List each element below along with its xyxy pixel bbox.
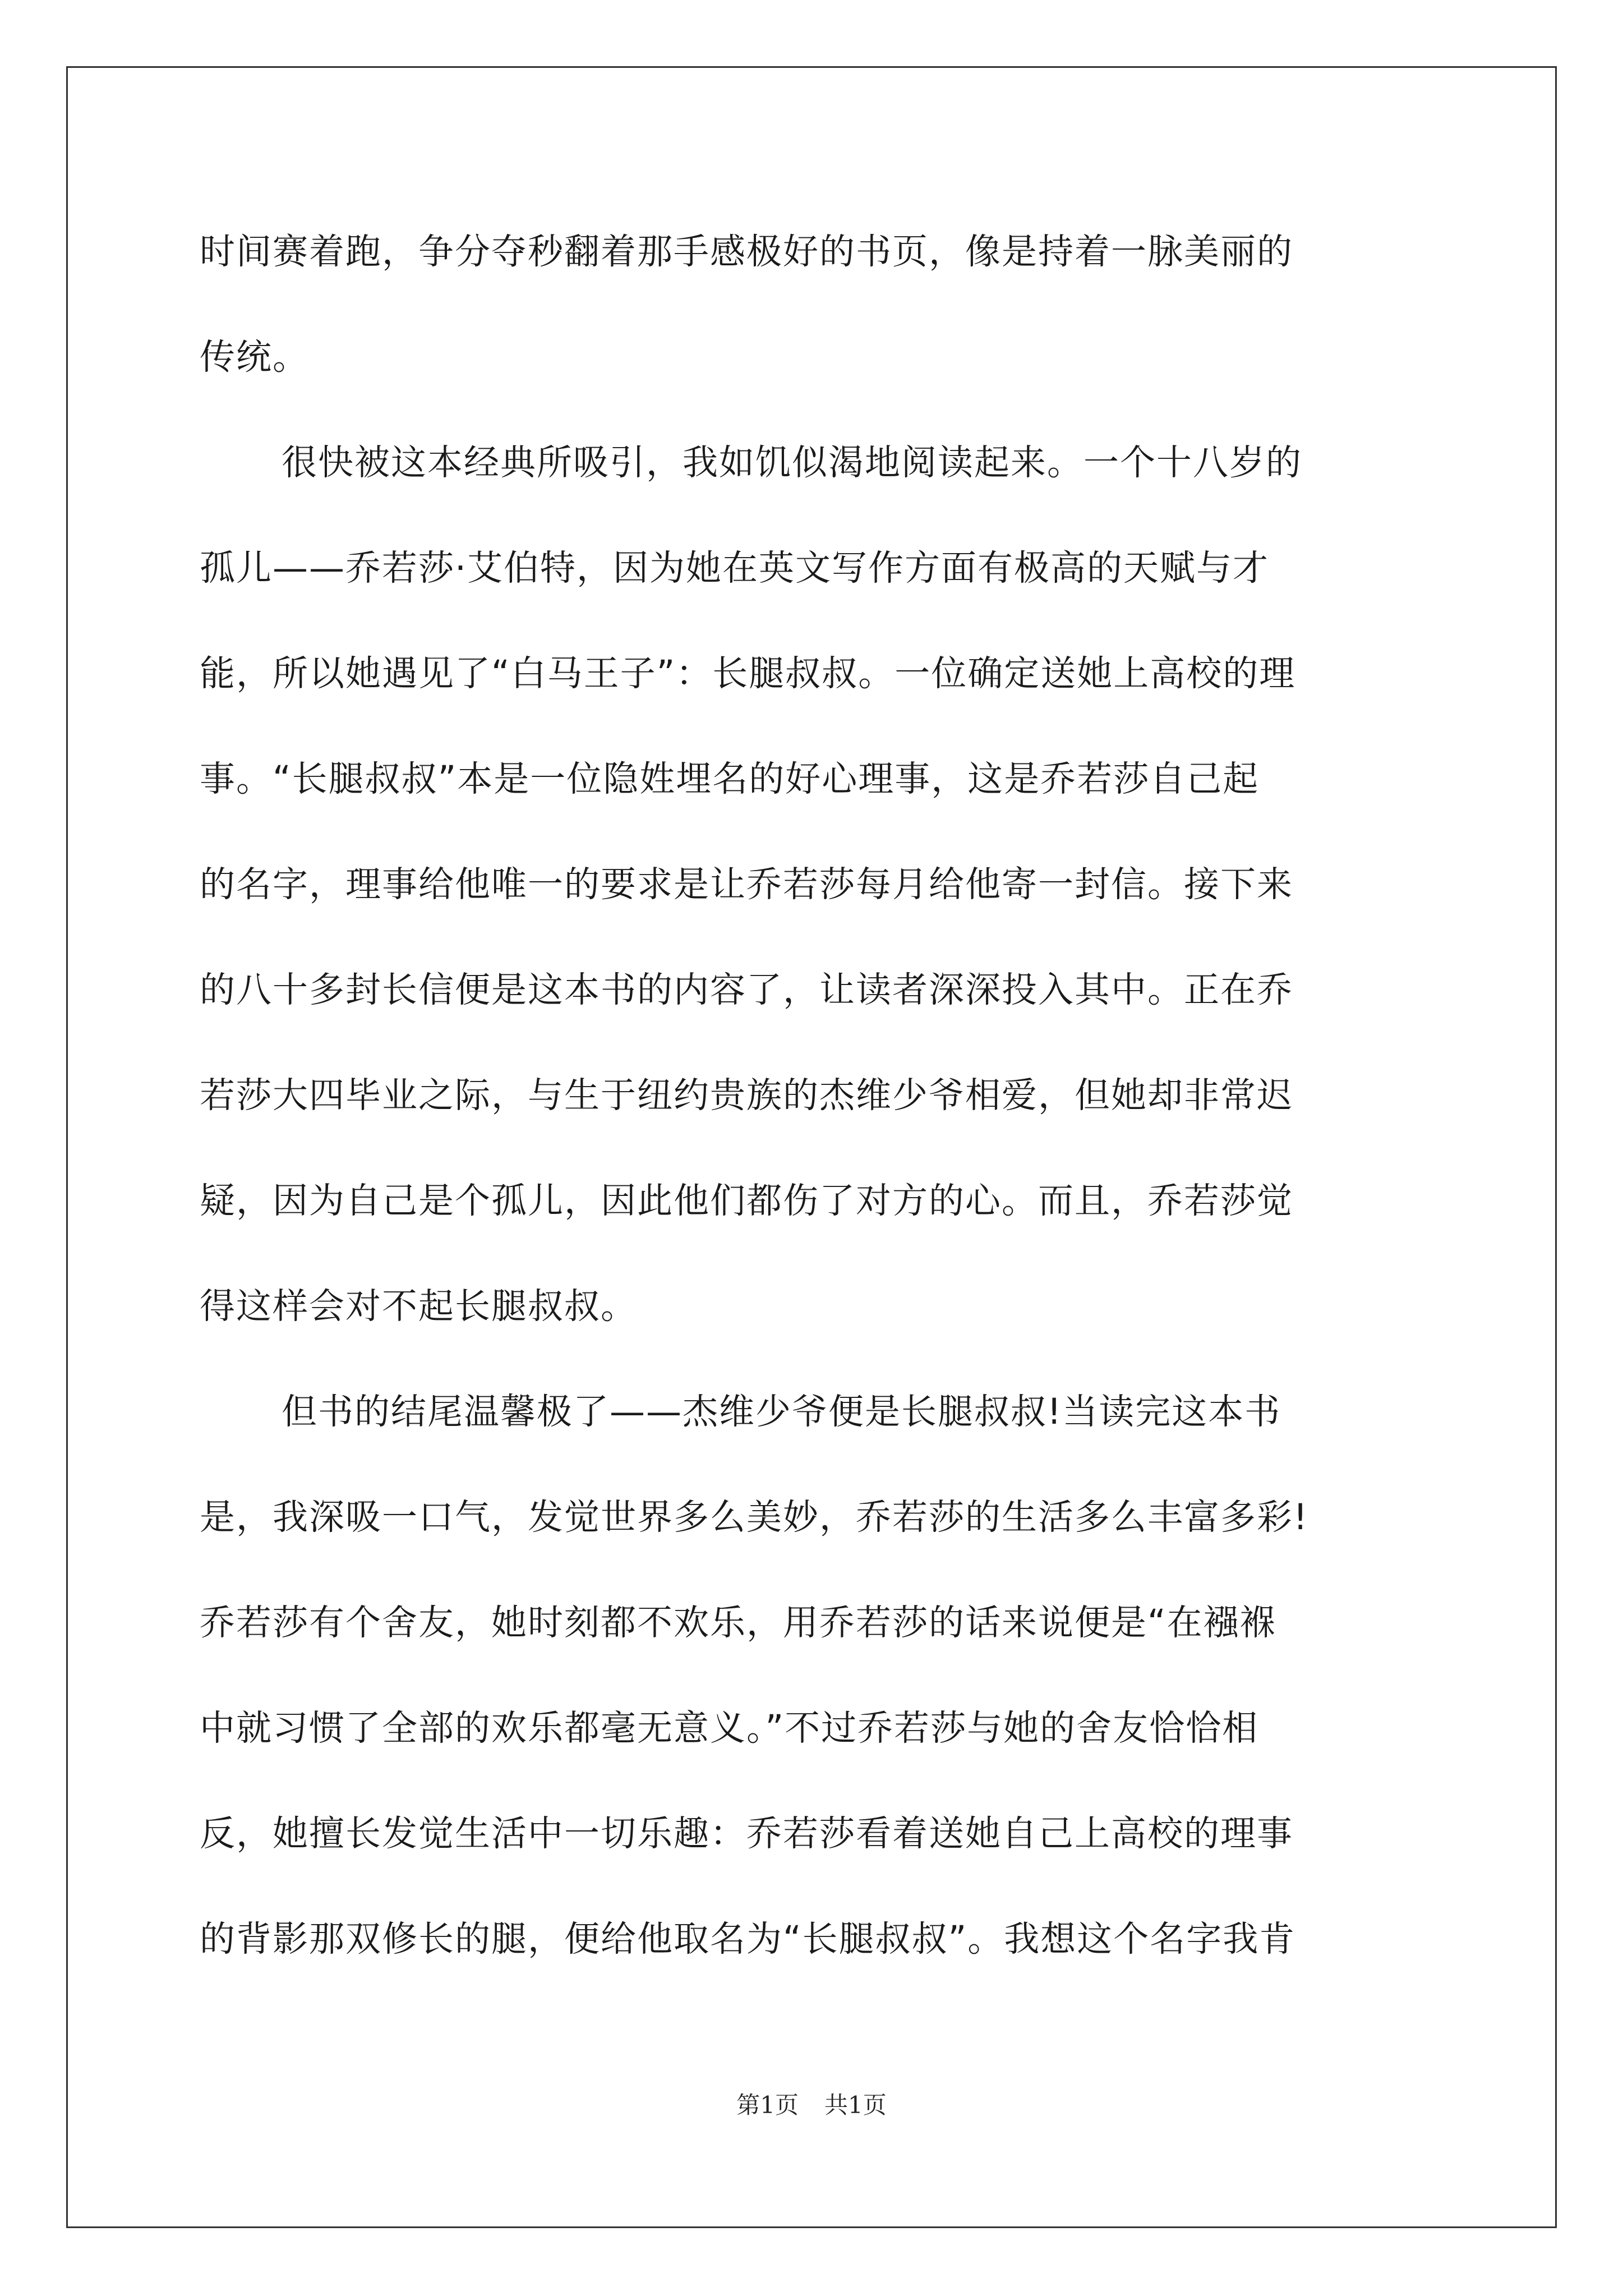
text-line: 时间赛着跑，争分夺秒翻着那手感极好的书页，像是持着一脉美丽的 xyxy=(200,231,1293,272)
text-line: 中就习惯了全部的欢乐都毫无意义。”不过乔若莎与她的舍友恰恰相 xyxy=(200,1708,1259,1749)
text-line: 的八十多封长信便是这本书的内容了，让读者深深投入其中。正在乔 xyxy=(200,969,1293,1010)
text-line: 传统。 xyxy=(200,337,309,378)
text-line: 很快被这本经典所吸引，我如饥似渴地阅读起来。一个十八岁的 xyxy=(282,442,1302,483)
text-line: 是，我深吸一口气，发觉世界多么美妙，乔若莎的生活多么丰富多彩! xyxy=(200,1497,1309,1538)
document-body xyxy=(200,199,1433,1992)
page-footer xyxy=(0,2087,1623,2120)
text-line: 孤儿——乔若莎·艾伯特，因为她在英文写作方面有极高的天赋与才 xyxy=(200,547,1270,588)
text-line: 能，所以她遇见了“白马王子”：长腿叔叔。一位确定送她上高校的理 xyxy=(200,653,1296,694)
page-number-current: 第1页 xyxy=(736,2091,799,2119)
text-line: 但书的结尾温馨极了——杰维少爷便是长腿叔叔!当读完这本书 xyxy=(282,1391,1281,1432)
text-line: 反，她擅长发觉生活中一切乐趣：乔若莎看着送她自己上高校的理事 xyxy=(200,1813,1293,1854)
text-line: 的名字，理事给他唯一的要求是让乔若莎每月给他寄一封信。接下来 xyxy=(200,864,1293,905)
text-line: 乔若莎有个舍友，她时刻都不欢乐，用乔若莎的话来说便是“在襁褓 xyxy=(200,1602,1276,1643)
page-number-total: 共1页 xyxy=(824,2091,887,2119)
text-line: 的背影那双修长的腿，便给他取名为“长腿叔叔”。我想这个名字我肯 xyxy=(200,1918,1296,1959)
text-line: 事。“长腿叔叔”本是一位隐姓埋名的好心理事，这是乔若莎自己起 xyxy=(200,758,1260,799)
text-line: 得这样会对不起长腿叔叔。 xyxy=(200,1286,637,1327)
text-line: 疑，因为自己是个孤儿，因此他们都伤了对方的心。而且，乔若莎觉 xyxy=(200,1180,1293,1221)
text-line: 若莎大四毕业之际，与生于纽约贵族的杰维少爷相爱，但她却非常迟 xyxy=(200,1075,1293,1116)
